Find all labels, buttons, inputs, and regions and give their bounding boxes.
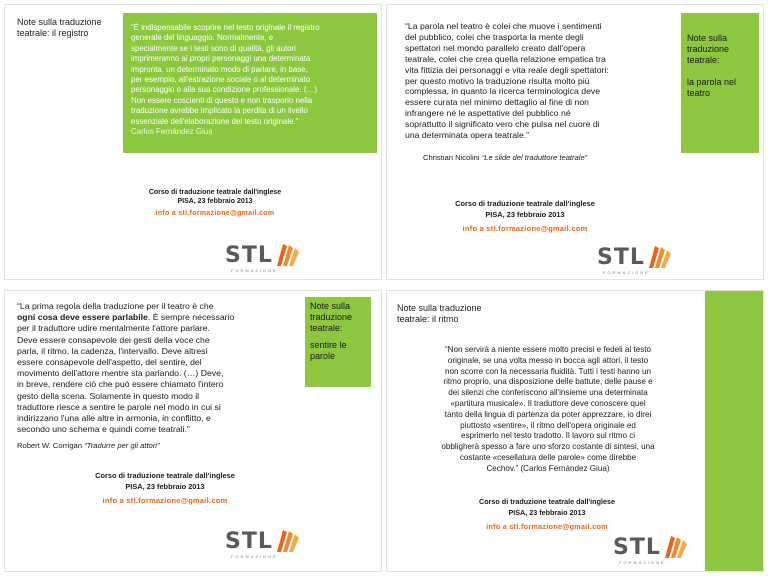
attribution-author: Robert W. Corrigan — [17, 441, 82, 450]
side-bar — [705, 291, 764, 572]
course-date: PISA, 23 febbraio 2013 — [508, 508, 586, 517]
course-email: info a stl.formazione@gmail.com — [155, 210, 275, 217]
logo-wordmark: STL — [597, 245, 645, 270]
course-date: PISA, 23 febbraio 2013 — [177, 198, 253, 205]
quote-attribution — [423, 153, 587, 162]
slide-title — [397, 303, 482, 325]
quote-line: “È indispensabile scoprire nel testo originale il registro — [131, 23, 320, 32]
quote-line: spettatori nel mondo parallelo creato dall'opera — [405, 42, 586, 53]
quote-line: essere curata nel minimo dettaglio al fine di non — [405, 97, 589, 108]
quote-line: infrangere né le aspettative del pubblico né — [405, 108, 571, 119]
slide-title-line: teatrale: — [687, 55, 720, 65]
stl-logo — [597, 247, 677, 279]
slide-title-line: teatrale: il ritmo — [397, 314, 459, 324]
slide-title — [310, 301, 352, 362]
quote-line: per questo motivo la traduzione risulta molto più — [405, 75, 590, 86]
quote-line: costante «cesellatura delle parole» come direbbe — [459, 452, 637, 462]
quote-line: obbligherà spesso a fare uno sforzo costante di sintesi, una — [441, 442, 655, 452]
attribution-title: “Le slide del traduttore teatrale” — [481, 153, 588, 162]
slide-ritmo — [386, 290, 764, 572]
quote-line: ritmo proprio, una disposizione delle battute, delle pause e — [443, 377, 653, 387]
quote-text — [405, 21, 609, 141]
course-email: info a stl.formazione@gmail.com — [486, 522, 608, 531]
slide-parola — [386, 4, 764, 280]
quote-line: ogni cosa deve essere parlabile. È sempre necessario — [17, 312, 235, 323]
quote-line: per esempio, all'estrazione sociale o al determinato — [131, 75, 311, 85]
quote-line: del pubblico, colei che trasporta la mente degli — [405, 31, 584, 42]
slide-title-line: traduzione — [310, 312, 353, 322]
attribution-title: “Tradurre per gli attori” — [84, 441, 160, 450]
course-title: Corso di traduzione teatrale dall'inglese — [455, 199, 595, 208]
quote-line: “Non servirà a niente essere molto precisi e fedeli al testo — [444, 345, 652, 354]
logo-flag-icon — [275, 528, 303, 554]
slide-title-line: Note sulla traduzione — [17, 17, 102, 27]
quote-text — [17, 301, 234, 435]
quote-line: gesto della scena. Solamente in questo modo il — [17, 390, 200, 401]
quote-line: soprattutto il significato vero che pulsa nel cuore di — [405, 119, 600, 130]
slide-title — [687, 33, 736, 99]
slide-title-line: sentire le — [310, 340, 347, 350]
quote-emphasis: ogni cosa deve essere parlabile — [17, 312, 148, 323]
quote-line: traduzione avrebbe implicato la perdita di un livello — [131, 106, 308, 116]
quote-line: personaggio o alla sua condizione professionale. (…) — [131, 85, 317, 95]
stl-logo — [225, 531, 305, 563]
logo-flag-icon — [275, 242, 303, 268]
quote-line: vita fittizia dei personaggi e vita reale degli spettatori: — [405, 64, 609, 75]
course-title: Corso di traduzione teatrale dall'inglese — [479, 497, 615, 506]
quote-line: in breve, rendere ciò che può essere chiamato l'intero — [17, 379, 224, 390]
slide-title-line: la parola nel — [687, 77, 737, 87]
course-title: Corso di traduzione teatrale dall'inglese — [95, 471, 235, 480]
slide-title-line: Note sulla — [310, 301, 351, 311]
quote-line: «partitura musicale». Il traduttore deve conoscere quel — [450, 398, 646, 408]
logo-wordmark: STL — [225, 243, 273, 268]
quote-line: complessa, in quanto la ricerca terminologica deve — [405, 86, 601, 97]
quote-attribution — [17, 441, 160, 450]
quote-line: piuttosto «sentire», il ritmo dell'opera originale ed — [460, 420, 636, 430]
quote-line: dei silenzi che conferiscono all'insieme una determinata — [448, 388, 648, 398]
quote-line: “La parola nel teatro è colei che muove i sentimenti — [405, 21, 602, 31]
course-email: info a stl.formazione@gmail.com — [102, 496, 228, 505]
stl-logo — [225, 245, 305, 277]
quote-line: secondo uno schema e quindi come teatrali.” — [17, 424, 190, 435]
quote-line: specialmente se i testi sono di qualità, gli autori — [131, 43, 296, 53]
quote-line: parla, il ritmo, la cadenza, l'intervallo. Deve altresì — [17, 345, 208, 356]
slide-title-line: traduzione — [687, 44, 730, 54]
quote-line: imprimeranno ai propri personaggi una determinata — [131, 54, 311, 64]
quote-author: Carlos Fernández Giua — [131, 127, 213, 137]
slide-title-line: teatro — [687, 88, 711, 98]
quote-line: Cechov.” (Carlos Fernández Giua) — [486, 463, 610, 473]
slide-title-line: Note sulla traduzione — [397, 303, 482, 313]
course-date: PISA, 23 febbraio 2013 — [485, 210, 565, 219]
slide-title-line: teatrale: il registro — [17, 28, 89, 38]
spacer — [687, 66, 736, 77]
course-title: Corso di traduzione teatrale dall'inglese — [148, 189, 282, 196]
quote-line: “La prima regola della traduzione per il teatro è che — [17, 301, 214, 311]
quote-line: non scorre con la necessaria fluidità. Tutti i testi hanno un — [444, 366, 652, 376]
quote-text — [393, 345, 703, 475]
course-footer — [115, 189, 315, 217]
slide-title-line: teatrale: — [310, 323, 343, 333]
logo-wordmark: STL — [613, 535, 661, 560]
course-date: PISA, 23 febbraio 2013 — [125, 482, 205, 491]
quote-line: una determinata opera teatrale.” — [405, 130, 530, 141]
quote-line: movimento dell'attore mentre sta parlando. (…) Deve, — [17, 368, 224, 379]
quote-line: teatrale, colei che crea quella relazione empatica tra — [405, 53, 606, 64]
course-email: info a stl.formazione@gmail.com — [462, 224, 588, 233]
logo-subtitle: FORMAZIONE — [603, 270, 650, 275]
course-footer — [447, 497, 647, 531]
attribution-author: Christian Nicolini — [423, 153, 480, 162]
slide-title-line: Note sulla — [687, 33, 728, 43]
slide-title — [17, 17, 102, 39]
quote-line: impronta, un determinato modo di parlare, in base, — [131, 64, 308, 74]
slide-registro — [4, 4, 382, 280]
quote-line: originale, se una volta messo in bocca agli attori, il testo — [447, 355, 649, 365]
quote-line: generale del linguaggio. Normalmente, e — [131, 33, 274, 43]
course-footer — [65, 471, 265, 505]
logo-subtitle: FORMAZIONE — [231, 554, 278, 559]
quote-line: per il traduttore udire mentalmente l'attore parlare. — [17, 323, 210, 334]
course-footer — [425, 199, 625, 233]
quote-line: Non essere coscienti di questo e non trasporlo nella — [131, 95, 313, 105]
logo-wordmark: STL — [225, 529, 273, 554]
slide-sentire — [4, 290, 382, 572]
stl-logo — [613, 537, 693, 569]
quote-line: traduttore riesce a sentire le parole nel modo in cui si — [17, 401, 221, 412]
slide-title-line: parole — [310, 351, 336, 361]
quote-line: tanto della lingua di partenza da poter apprezzare, io direi — [444, 409, 652, 419]
quote-text — [131, 23, 320, 137]
logo-subtitle: FORMAZIONE — [231, 268, 278, 273]
quote-line: indirizzano l'una alle altre in armonia, in conflitto, e — [17, 413, 211, 424]
quote-line: esprimerlo nel testo tradotto. Il lavoro sul ritmo ci — [460, 431, 636, 441]
quote-line: essenziale dell'elaborazione del testo originale.” — [131, 116, 299, 126]
logo-flag-icon — [663, 534, 691, 560]
quote-line: essere consapevole dell'aspetto, del sentire, del — [17, 357, 202, 368]
quote-line: Deve essere consapevole dei gesti della voce che — [17, 334, 210, 345]
logo-subtitle: FORMAZIONE — [619, 560, 666, 565]
logo-flag-icon — [647, 244, 675, 270]
